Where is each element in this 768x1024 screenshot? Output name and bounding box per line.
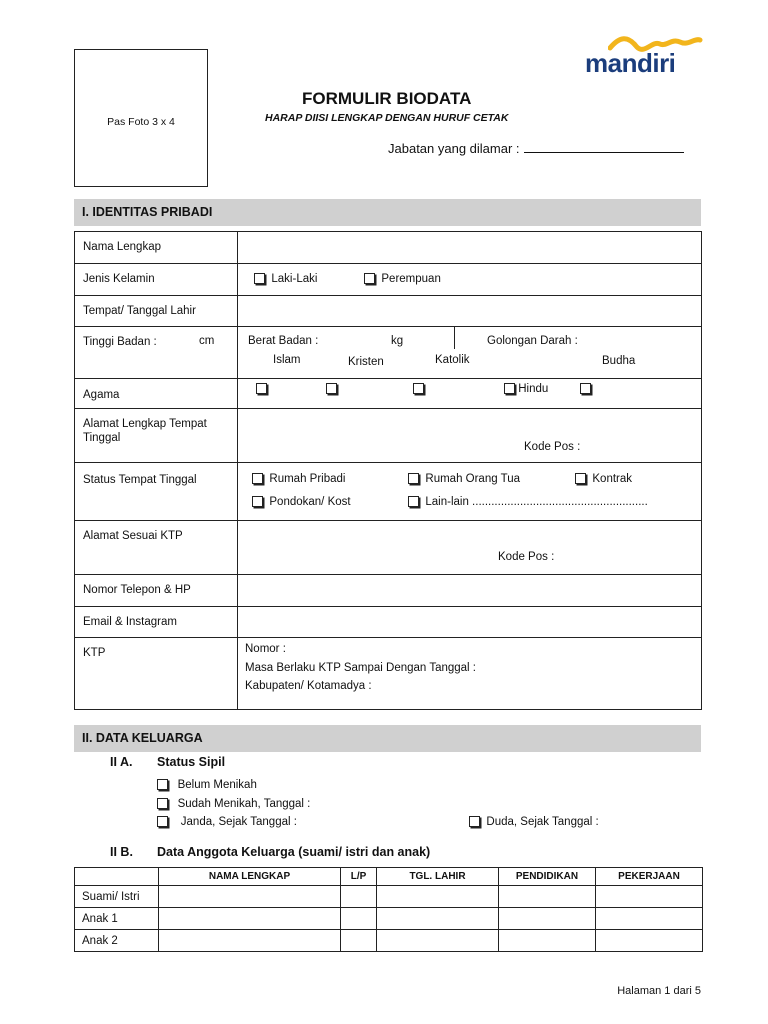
row-ktp [75, 638, 702, 710]
cell-input[interactable] [596, 886, 703, 908]
cell-input[interactable] [499, 930, 596, 952]
checkbox-icon[interactable] [157, 798, 168, 809]
agama-budha-label: Budha [602, 355, 636, 367]
subsection-a-number: II A. [110, 755, 133, 769]
row-email [75, 607, 702, 638]
label-status-tinggal: Status Tempat Tinggal [83, 474, 197, 486]
agama-kristen-label: Kristen [348, 356, 384, 368]
input-alamat-ktp[interactable] [238, 521, 702, 575]
label-ktp: KTP [83, 647, 106, 659]
cell-input[interactable] [499, 886, 596, 908]
status-janda-option[interactable]: Janda, Sejak Tanggal : [157, 816, 297, 828]
label-email: Email & Instagram [83, 616, 177, 628]
row-status-tinggal [75, 463, 702, 521]
agama-budha-checkbox[interactable] [580, 383, 591, 395]
label-gender: Jenis Kelamin [83, 273, 155, 285]
agama-katolik-label: Katolik [435, 354, 470, 366]
cell-input[interactable] [341, 908, 377, 930]
pondokan-option[interactable]: Pondokan/ Kost [252, 496, 351, 508]
subsection-b-title: Data Anggota Keluarga (suami/ istri dan anak) [157, 845, 431, 859]
cell-input[interactable] [377, 930, 499, 952]
section-identity-title: I. IDENTITAS PRIBADI [82, 205, 213, 219]
form-title: FORMULIR BIODATA [302, 89, 472, 108]
checkbox-icon[interactable] [252, 496, 263, 507]
label-telepon: Nomor Telepon & HP [83, 584, 191, 596]
label-nama: Nama Lengkap [83, 241, 161, 253]
checkbox-icon[interactable] [575, 473, 586, 484]
label-tinggi: Tinggi Badan : [83, 336, 157, 348]
row-alamat-ktp [75, 521, 702, 575]
label-berat: Berat Badan : [248, 335, 319, 347]
ktp-details[interactable] [238, 638, 702, 710]
cell-input[interactable] [159, 908, 341, 930]
photo-label: Pas Foto 3 x 4 [107, 116, 175, 128]
agama-islam-label: Islam [273, 354, 301, 366]
status-tinggal-options [238, 463, 702, 521]
table-row [75, 886, 703, 908]
row-telepon [75, 575, 702, 607]
checkbox-icon[interactable] [408, 496, 419, 507]
mandiri-logo [584, 34, 704, 79]
photo-box [74, 49, 208, 187]
row-label-anak1: Anak 1 [75, 908, 159, 930]
checkbox-icon[interactable] [252, 473, 263, 484]
checkbox-icon[interactable] [254, 273, 265, 284]
cell-input[interactable] [499, 908, 596, 930]
rumah-ortu-option[interactable]: Rumah Orang Tua [408, 473, 520, 485]
section-identity-header [74, 199, 701, 226]
gender-male-option[interactable]: Laki-Laki [254, 273, 317, 285]
agama-islam-checkbox[interactable] [256, 383, 267, 395]
checkbox-icon[interactable] [504, 383, 515, 394]
checkbox-icon[interactable] [408, 473, 419, 484]
body-stats [238, 327, 702, 379]
page-number: Halaman 1 dari 5 [617, 985, 701, 997]
table-row [75, 908, 703, 930]
label-kodepos-1: Kode Pos : [524, 441, 581, 453]
family-header-blank [75, 868, 159, 886]
agama-kristen-checkbox[interactable] [326, 383, 337, 395]
cell-input[interactable] [377, 886, 499, 908]
family-header-row [75, 868, 703, 886]
label-agama: Agama [83, 389, 120, 401]
checkbox-icon[interactable] [326, 383, 337, 394]
col-nama: NAMA LENGKAP [159, 868, 341, 886]
status-duda-option[interactable]: Duda, Sejak Tanggal : [469, 816, 599, 828]
agama-hindu-option[interactable]: Hindu [504, 383, 548, 395]
input-nama[interactable] [238, 232, 702, 264]
status-belum-option[interactable]: Belum Menikah [157, 779, 257, 791]
row-agama [75, 379, 702, 409]
cell-input[interactable] [159, 930, 341, 952]
row-tinggi [75, 327, 702, 379]
table-row [75, 930, 703, 952]
checkbox-icon[interactable] [157, 816, 168, 827]
gender-options [238, 264, 702, 296]
cell-input[interactable] [341, 930, 377, 952]
position-applied [388, 140, 684, 156]
brand-name: mandiri [585, 48, 676, 78]
rumah-pribadi-option[interactable]: Rumah Pribadi [252, 473, 345, 485]
ktp-masa-label: Masa Berlaku KTP Sampai Dengan Tanggal : [245, 662, 476, 674]
row-alamat [75, 409, 702, 463]
row-ttl [75, 296, 702, 327]
col-pendidikan: PENDIDIKAN [499, 868, 596, 886]
checkbox-icon[interactable] [413, 383, 424, 394]
label-goldar: Golongan Darah : [487, 335, 578, 347]
label-ttl: Tempat/ Tanggal Lahir [83, 305, 196, 317]
ktp-nomor-label: Nomor : [245, 643, 286, 655]
row-label-anak2: Anak 2 [75, 930, 159, 952]
input-email[interactable] [238, 607, 702, 638]
col-lp: L/P [341, 868, 377, 886]
cell-input[interactable] [159, 886, 341, 908]
position-input-line[interactable] [524, 140, 684, 153]
kontrak-option[interactable]: Kontrak [575, 473, 632, 485]
identity-table [74, 231, 702, 710]
cell-input[interactable] [596, 908, 703, 930]
subsection-b-number: II B. [110, 845, 133, 859]
cell-input[interactable] [377, 908, 499, 930]
status-sudah-option[interactable]: Sudah Menikah, Tanggal : [157, 798, 310, 810]
unit-cm: cm [199, 335, 215, 347]
checkbox-icon[interactable] [469, 816, 480, 827]
label-kodepos-2: Kode Pos : [498, 551, 555, 563]
form-subtitle: HARAP DIISI LENGKAP DENGAN HURUF CETAK [265, 112, 509, 124]
agama-options [238, 379, 702, 409]
col-pekerjaan: PEKERJAAN [596, 868, 703, 886]
checkbox-icon[interactable] [157, 779, 168, 790]
input-alamat[interactable] [238, 409, 702, 463]
checkbox-icon[interactable] [580, 383, 591, 394]
cell-input[interactable] [596, 930, 703, 952]
section-family-header [74, 725, 701, 752]
label-alamat-ktp: Alamat Sesuai KTP [83, 530, 183, 542]
checkbox-icon[interactable] [364, 273, 375, 284]
divider [454, 327, 455, 349]
col-tgl: TGL. LAHIR [377, 868, 499, 886]
ktp-kabupaten-label: Kabupaten/ Kotamadya : [245, 680, 372, 692]
section-family-title: II. DATA KELUARGA [82, 731, 203, 745]
family-table [74, 867, 703, 952]
row-nama [75, 232, 702, 264]
cell-input[interactable] [341, 886, 377, 908]
unit-kg: kg [391, 335, 404, 347]
agama-katolik-checkbox[interactable] [413, 383, 424, 395]
input-telepon[interactable] [238, 575, 702, 607]
label-alamat: Alamat Lengkap Tempat Tinggal [83, 418, 207, 444]
lainlain-option[interactable]: Lain-lain ....................................................... [408, 496, 648, 508]
input-ttl[interactable] [238, 296, 702, 327]
subsection-a-title: Status Sipil [157, 755, 226, 769]
position-label: Jabatan yang dilamar : [388, 141, 520, 156]
row-label-suami: Suami/ Istri [75, 886, 159, 908]
checkbox-icon[interactable] [256, 383, 267, 394]
row-gender [75, 264, 702, 296]
gender-female-option[interactable]: Perempuan [364, 273, 441, 285]
